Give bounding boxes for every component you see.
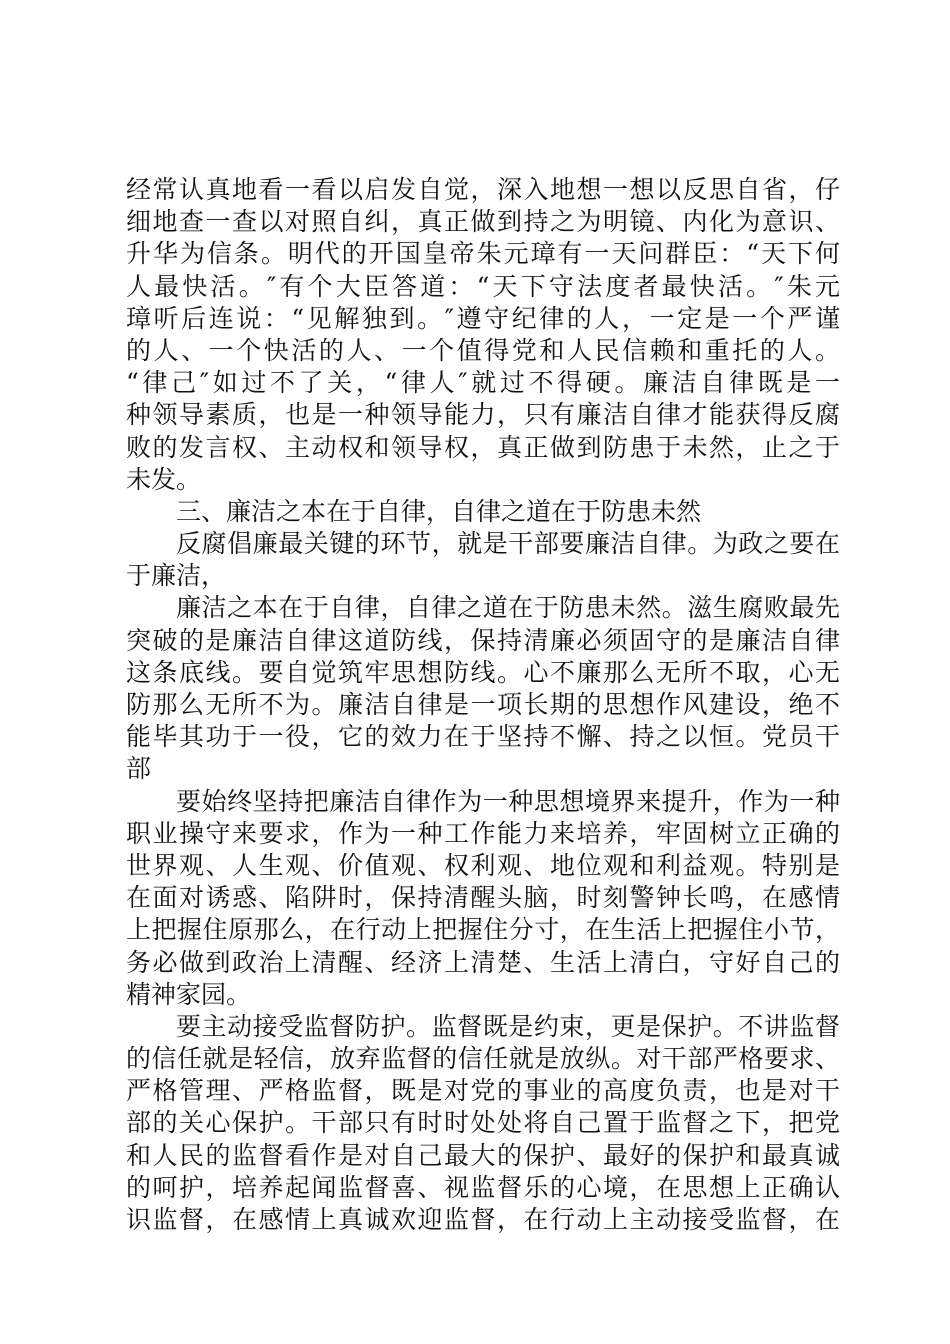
text-line: 严格管理、严格监督，既是对党的事业的高度负责，也是对干 <box>126 1076 840 1106</box>
text-line: 能毕其功于一役，它的效力在于坚持不懈、持之以恒。党员干 <box>126 722 840 752</box>
text-line: 识监督，在感情上真诚欢迎监督，在行动上主动接受监督，在 <box>126 1205 840 1234</box>
text-line: 人最快活。″有个大臣答道：“天下守法度者最快活。″朱元 <box>126 271 840 301</box>
text-line: 职业操守来要求，作为一种工作能力来培养，牢固树立正确的 <box>126 818 840 848</box>
text-line: 细地查一查以对照自纠，真正做到持之为明镜、内化为意识、 <box>126 207 840 237</box>
text-line: 的人、一个快活的人、一个值得党和人民信赖和重托的人。 <box>126 335 840 365</box>
text-line: 升华为信条。明代的开国皇帝朱元璋有一天问群臣：“天下何 <box>126 239 840 269</box>
text-line: 部 <box>126 754 152 784</box>
text-line: 璋听后连说：“见解独到。″遵守纪律的人，一定是一个严谨 <box>126 303 840 333</box>
text-line: 的信任就是轻信，放弃监督的信任就是放纵。对干部严格要求、 <box>126 1044 840 1074</box>
text-line: 于廉洁， <box>126 561 227 591</box>
text-line: 要始终坚持把廉洁自律作为一种思想境界来提升，作为一种 <box>176 786 840 816</box>
text-line: 廉洁之本在于自律，自律之道在于防患未然。滋生腐败最先 <box>176 593 840 623</box>
text-line: “律己″如过不了关，“律人″就过不得硬。廉洁自律既是一 <box>126 368 840 398</box>
text-line: 种领导素质，也是一种领导能力，只有廉洁自律才能获得反腐 <box>126 400 840 430</box>
text-line: 上把握住原那么，在行动上把握住分寸，在生活上把握住小节， <box>126 915 840 945</box>
text-line: 反腐倡廉最关键的环节，就是干部要廉洁自律。为政之要在 <box>176 529 840 559</box>
text-line: 务必做到政治上清醒、经济上清楚、生活上清白，守好自己的 <box>126 947 840 977</box>
text-line: 在面对诱惑、陷阱时，保持清醒头脑，时刻警钟长鸣，在感情 <box>126 883 840 913</box>
text-line: 要主动接受监督防护。监督既是约束，更是保护。不讲监督 <box>176 1011 840 1041</box>
text-line: 防那么无所不为。廉洁自律是一项长期的思想作风建设，绝不 <box>126 690 840 719</box>
section-heading: 三、廉洁之本在于自律，自律之道在于防患未然 <box>176 496 702 526</box>
text-line: 败的发言权、主动权和领导权，真正做到防患于未然，止之于 <box>126 432 840 462</box>
document-body <box>126 174 840 1236</box>
text-line: 经常认真地看一看以启发自觉，深入地想一想以反思自省，仔 <box>126 175 840 204</box>
text-line: 的呵护，培养起闻监督喜、视监督乐的心境，在思想上正确认 <box>126 1172 840 1202</box>
text-line: 世界观、人生观、价值观、权利观、地位观和利益观。特别是 <box>126 850 840 880</box>
text-line: 精神家园。 <box>126 979 252 1009</box>
text-line: 未发。 <box>126 464 202 494</box>
text-line: 部的关心保护。干部只有时时处处将自己置于监督之下，把党 <box>126 1108 840 1138</box>
text-line: 突破的是廉洁自律这道防线，保持清廉必须固守的是廉洁自律 <box>126 625 840 655</box>
text-line: 这条底线。要自觉筑牢思想防线。心不廉那么无所不取，心无 <box>126 657 840 687</box>
text-line: 和人民的监督看作是对自己最大的保护、最好的保护和最真诚 <box>126 1140 840 1170</box>
